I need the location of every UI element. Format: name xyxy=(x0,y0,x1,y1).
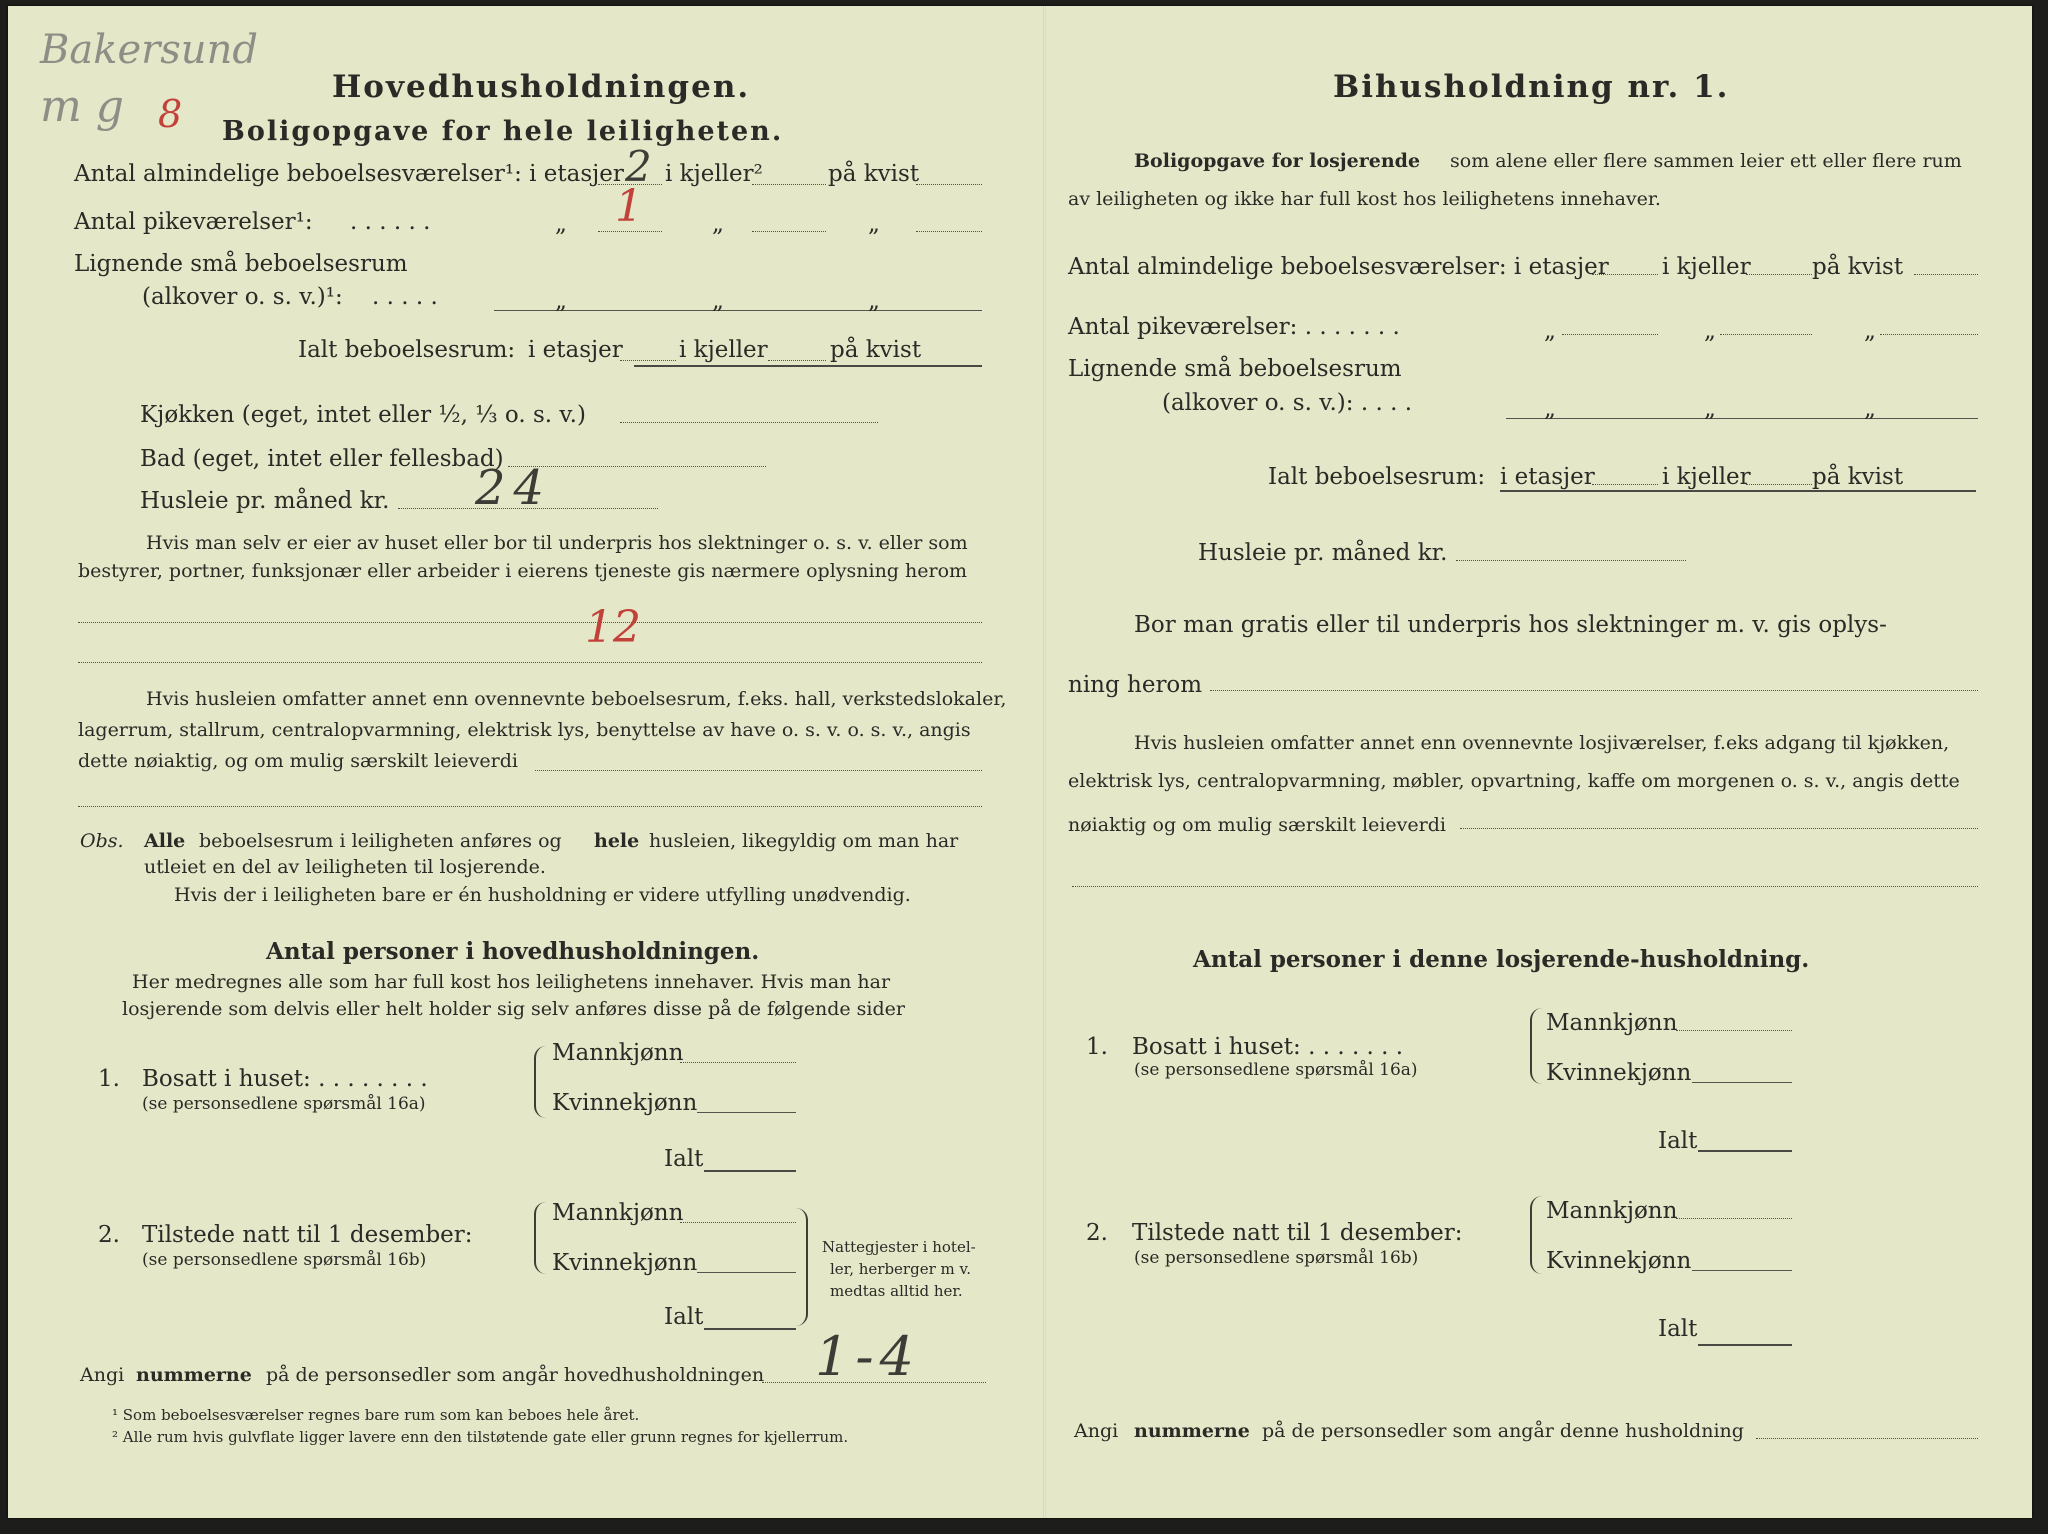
handwritten-code: m g xyxy=(40,81,124,132)
right-q1-sub: (se personsedlene spørsmål 16a) xyxy=(1134,1060,1418,1080)
right-ialt-kjeller: i kjeller xyxy=(1662,464,1751,490)
left-husleie: Husleie pr. måned kr. xyxy=(140,488,390,514)
right-row3-ditto-2: „ xyxy=(1704,396,1716,422)
left-ialt-kjeller-field[interactable] xyxy=(768,360,826,361)
right-row1-kjeller-field[interactable] xyxy=(1746,274,1812,275)
left-angi-a: Angi xyxy=(80,1364,125,1386)
left-bad: Bad (eget, intet eller fellesbad) xyxy=(140,446,504,472)
right-title: Bihusholdning nr. 1. xyxy=(1333,69,1730,105)
right-q2-brace xyxy=(1530,1196,1542,1274)
right-row2-label: Antal pikeværelser: . . . . . . . xyxy=(1068,314,1400,340)
right-row2-ditto-1: „ xyxy=(1544,318,1556,344)
left-obs-2: utleiet en del av leiligheten til losjerende. xyxy=(144,856,546,878)
left-eier-field-2[interactable] xyxy=(78,662,982,663)
left-q1-kvinne: Kvinnekjønn xyxy=(552,1090,698,1116)
right-row1-kvist-field[interactable] xyxy=(1914,274,1978,275)
left-row2-ditto-3: „ xyxy=(868,211,880,237)
right-q2-kvinne: Kvinnekjønn xyxy=(1546,1248,1692,1274)
right-q2-num: 2. xyxy=(1086,1220,1108,1246)
left-personer-1: Her medregnes alle som har full kost hos leilighetens innehaver. Hvis man har xyxy=(132,971,891,993)
right-ialt-underline xyxy=(1500,490,1976,492)
right-omfatter-field-2[interactable] xyxy=(1072,886,1978,887)
left-q1-ialt: Ialt xyxy=(664,1146,704,1172)
right-q1-kvinne-field[interactable] xyxy=(1692,1082,1792,1083)
left-kjokken: Kjøkken (eget, intet eller ½, ⅓ o. s. v.) xyxy=(140,402,586,428)
left-eier-field-1[interactable] xyxy=(78,622,982,623)
left-q2-mann-field[interactable] xyxy=(680,1222,796,1223)
right-omfatter-2: elektrisk lys, centralopvarmning, møbler, opvartning, kaffe om morgenen o. s. v., angis dette xyxy=(1068,770,1960,792)
left-q2-ialt: Ialt xyxy=(664,1304,704,1330)
left-row3-dots: . . . . . xyxy=(372,284,438,310)
left-ialt-etasjer: i etasjer xyxy=(528,337,623,363)
right-row2-ditto-3: „ xyxy=(1864,318,1876,344)
left-ialt-kvist: på kvist xyxy=(830,337,922,363)
right-ialt-etasjer: i etasjer xyxy=(1500,464,1595,490)
right-angi-c: på de personsedler som angår denne husholdning xyxy=(1262,1420,1744,1442)
right-angi-field[interactable] xyxy=(1756,1438,1978,1439)
left-ialt-etasjer-field[interactable] xyxy=(620,360,676,361)
left-omfatter-field-2[interactable] xyxy=(78,806,982,807)
left-row1-kvist: på kvist xyxy=(828,161,920,187)
left-personer-title: Antal personer i hovedhusholdningen. xyxy=(266,938,760,965)
nattegjester-2: ler, herberger m v. xyxy=(830,1260,971,1278)
left-q2-label: Tilstede natt til 1 desember: xyxy=(142,1222,473,1248)
right-q1-ialt: Ialt xyxy=(1658,1128,1698,1154)
right-omfatter-field-1[interactable] xyxy=(1460,828,1978,829)
left-row3-sub: (alkover o. s. v.)¹: xyxy=(142,284,343,310)
right-q1-mann: Mannkjønn xyxy=(1546,1010,1678,1036)
right-row3-ditto-1: „ xyxy=(1544,396,1556,422)
right-q1-kvinne: Kvinnekjønn xyxy=(1546,1060,1692,1086)
right-husleie-field[interactable] xyxy=(1456,560,1686,561)
right-q1-mann-field[interactable] xyxy=(1676,1030,1792,1031)
left-kjokken-field[interactable] xyxy=(620,422,878,423)
right-bor-1: Bor man gratis eller til underpris hos slektninger m. v. gis oplys- xyxy=(1134,612,1887,638)
right-ialt-kjeller-field[interactable] xyxy=(1746,484,1812,485)
left-eier-2: bestyrer, portner, funksjonær eller arbeider i eierens tjeneste gis nærmere oplysning herom xyxy=(78,560,968,582)
right-omfatter-1: Hvis husleien omfatter annet enn ovennevnte losjiværelser, f.eks adgang til kjøkken, xyxy=(1134,732,1950,754)
left-row2-field-1[interactable] xyxy=(598,231,662,232)
right-q2-ialt-field[interactable] xyxy=(1698,1344,1792,1346)
left-row3-label: Lignende små beboelsesrum xyxy=(74,251,408,277)
right-ialt-etasjer-field[interactable] xyxy=(1592,484,1658,485)
right-q2-sub: (se personsedlene spørsmål 16b) xyxy=(1134,1248,1419,1268)
right-omfatter-3: nøiaktig og om mulig særskilt leieverdi xyxy=(1068,814,1446,836)
right-row2-field-1[interactable] xyxy=(1562,334,1658,335)
left-row1-kjeller-field[interactable] xyxy=(752,184,826,185)
handwritten-pike-count: 1 xyxy=(615,181,643,232)
right-row2-field-3[interactable] xyxy=(1880,334,1978,335)
left-q1-sub: (se personsedlene spørsmål 16a) xyxy=(142,1094,426,1114)
left-q2-mann: Mannkjønn xyxy=(552,1200,684,1226)
right-q2-label: Tilstede natt til 1 desember: xyxy=(1132,1220,1463,1246)
right-bor-2: ning herom xyxy=(1068,672,1203,698)
left-obs-1a: Alle xyxy=(144,830,186,852)
left-personer-2: losjerende som delvis eller helt holder sig selv anføres disse på de følgende sider xyxy=(122,998,905,1020)
left-q1-label: Bosatt i huset: . . . . . . . . xyxy=(142,1066,428,1092)
nattegjester-1: Nattegjester i hotel- xyxy=(822,1238,976,1256)
left-ialt-kjeller: i kjeller xyxy=(679,337,768,363)
left-row1-kjeller: i kjeller² xyxy=(665,161,763,187)
page-fold xyxy=(1043,6,1046,1518)
left-q2-num: 2. xyxy=(98,1222,120,1248)
left-row2-label: Antal pikeværelser¹: xyxy=(74,209,313,235)
right-q2-kvinne-field[interactable] xyxy=(1692,1270,1792,1271)
right-intro-2: av leiligheten og ikke har full kost hos leilighetens innehaver. xyxy=(1068,188,1661,210)
left-obs-1c: hele xyxy=(594,830,640,852)
left-row3-ditto-1: „ xyxy=(555,288,567,314)
left-q2-ialt-field[interactable] xyxy=(704,1328,796,1330)
left-q2-brace xyxy=(534,1202,546,1274)
left-row2-ditto-1: „ xyxy=(555,211,567,237)
right-row3-ditto-3: „ xyxy=(1864,396,1876,422)
right-q1-ialt-field[interactable] xyxy=(1698,1150,1792,1152)
left-row2-dots: . . . . . . xyxy=(350,209,431,235)
left-omfatter-3: dette nøiaktig, og om mulig særskilt leieverdi xyxy=(78,750,518,772)
right-row3-field[interactable] xyxy=(1506,418,1978,419)
left-q1-kvinne-field[interactable] xyxy=(697,1112,796,1113)
right-angi-a: Angi xyxy=(1074,1420,1119,1442)
right-bor-field[interactable] xyxy=(1210,690,1978,691)
left-omfatter-2: lagerrum, stallrum, centralopvarmning, elektrisk lys, benyttelse av have o. s. v. o. s. v., angis xyxy=(78,719,971,741)
left-row2-field-3[interactable] xyxy=(916,231,982,232)
left-omfatter-1: Hvis husleien omfatter annet enn ovennevnte beboelsesrum, f.eks. hall, verkstedslokaler, xyxy=(146,688,1007,710)
left-row3-ditto-3: „ xyxy=(868,288,880,314)
handwritten-code-number: 8 xyxy=(158,92,183,136)
left-footnote-1: ¹ Som beboelsesværelser regnes bare rum som kan beboes hele året. xyxy=(112,1406,640,1424)
right-q1-num: 1. xyxy=(1086,1034,1108,1060)
left-ialt-underline xyxy=(634,365,982,367)
left-q1-brace xyxy=(534,1046,546,1118)
right-row1-label: Antal almindelige beboelsesværelser: i etasjer xyxy=(1068,254,1609,280)
left-row1-kvist-field[interactable] xyxy=(916,184,982,185)
left-ialt-label: Ialt beboelsesrum: xyxy=(298,337,516,363)
left-eier-1: Hvis man selv er eier av huset eller bor til underpris hos slektninger o. s. v. eller som xyxy=(146,532,968,554)
left-q1-mann: Mannkjønn xyxy=(552,1040,684,1066)
left-row3-field[interactable] xyxy=(494,310,982,311)
left-angi-b: nummerne xyxy=(136,1364,252,1386)
right-q1-brace xyxy=(1530,1008,1542,1084)
left-obs-1b: beboelsesrum i leiligheten anføres og xyxy=(199,830,562,852)
left-q2-kvinne-field[interactable] xyxy=(697,1272,796,1273)
right-intro-1: som alene eller flere sammen leier ett eller flere rum xyxy=(1450,150,1962,172)
left-omfatter-field-1[interactable] xyxy=(535,770,982,771)
right-q2-mann: Mannkjønn xyxy=(1546,1198,1678,1224)
right-q1-label: Bosatt i huset: . . . . . . . xyxy=(1132,1034,1404,1060)
left-q1-ialt-field[interactable] xyxy=(704,1170,796,1172)
left-q2-sub: (se personsedlene spørsmål 16b) xyxy=(142,1250,427,1270)
right-q2-mann-field[interactable] xyxy=(1676,1218,1792,1219)
right-personer-title: Antal personer i denne losjerende-husholdning. xyxy=(1193,946,1810,973)
right-row3-sub: (alkover o. s. v.): . . . . xyxy=(1162,390,1413,416)
nattegjester-3: medtas alltid her. xyxy=(830,1282,963,1300)
left-subtitle: Boligopgave for hele leiligheten. xyxy=(222,116,784,147)
left-obs-3: Hvis der i leiligheten bare er én husholdning er videre utfylling unødvendig. xyxy=(174,884,911,906)
right-row1-kvist: på kvist xyxy=(1812,254,1904,280)
handwritten-husleie: 24 xyxy=(475,460,553,516)
left-q2-right-brace xyxy=(796,1208,808,1326)
right-q2-ialt: Ialt xyxy=(1658,1316,1698,1342)
left-row2-field-2[interactable] xyxy=(752,231,826,232)
right-intro-bold: Boligopgave for losjerende xyxy=(1134,150,1421,172)
left-obs-1d: husleien, likegyldig om man har xyxy=(649,830,959,852)
right-row1-etasjer-field[interactable] xyxy=(1592,274,1658,275)
right-ialt-kvist: på kvist xyxy=(1812,464,1904,490)
right-angi-b: nummerne xyxy=(1134,1420,1250,1442)
handwritten-note-12: 12 xyxy=(585,602,641,653)
right-husleie: Husleie pr. måned kr. xyxy=(1198,540,1448,566)
right-row2-field-2[interactable] xyxy=(1720,334,1812,335)
handwritten-etasjer-count: 2 xyxy=(625,142,652,191)
left-footnote-2: ² Alle rum hvis gulvflate ligger lavere enn den tilstøtende gate eller grunn regnes for kjellerrum. xyxy=(112,1428,849,1446)
left-angi-c: på de personsedler som angår hovedhusholdningen xyxy=(266,1364,765,1386)
left-obs-label: Obs. xyxy=(80,830,124,852)
handwritten-nummerne: 1-4 xyxy=(815,1325,920,1388)
right-row2-ditto-2: „ xyxy=(1704,318,1716,344)
right-row3-label: Lignende små beboelsesrum xyxy=(1068,356,1402,382)
left-row1-label: Antal almindelige beboelsesværelser¹: i etasjer xyxy=(74,161,624,187)
left-row3-ditto-2: „ xyxy=(712,288,724,314)
right-ialt-label: Ialt beboelsesrum: xyxy=(1268,464,1486,490)
left-title: Hovedhusholdningen. xyxy=(332,69,751,105)
left-q1-num: 1. xyxy=(98,1066,120,1092)
left-q2-kvinne: Kvinnekjønn xyxy=(552,1250,698,1276)
handwritten-place: Bakersund xyxy=(40,27,258,73)
left-q1-mann-field[interactable] xyxy=(680,1062,796,1063)
left-row2-ditto-2: „ xyxy=(712,211,724,237)
right-row1-kjeller: i kjeller xyxy=(1662,254,1751,280)
